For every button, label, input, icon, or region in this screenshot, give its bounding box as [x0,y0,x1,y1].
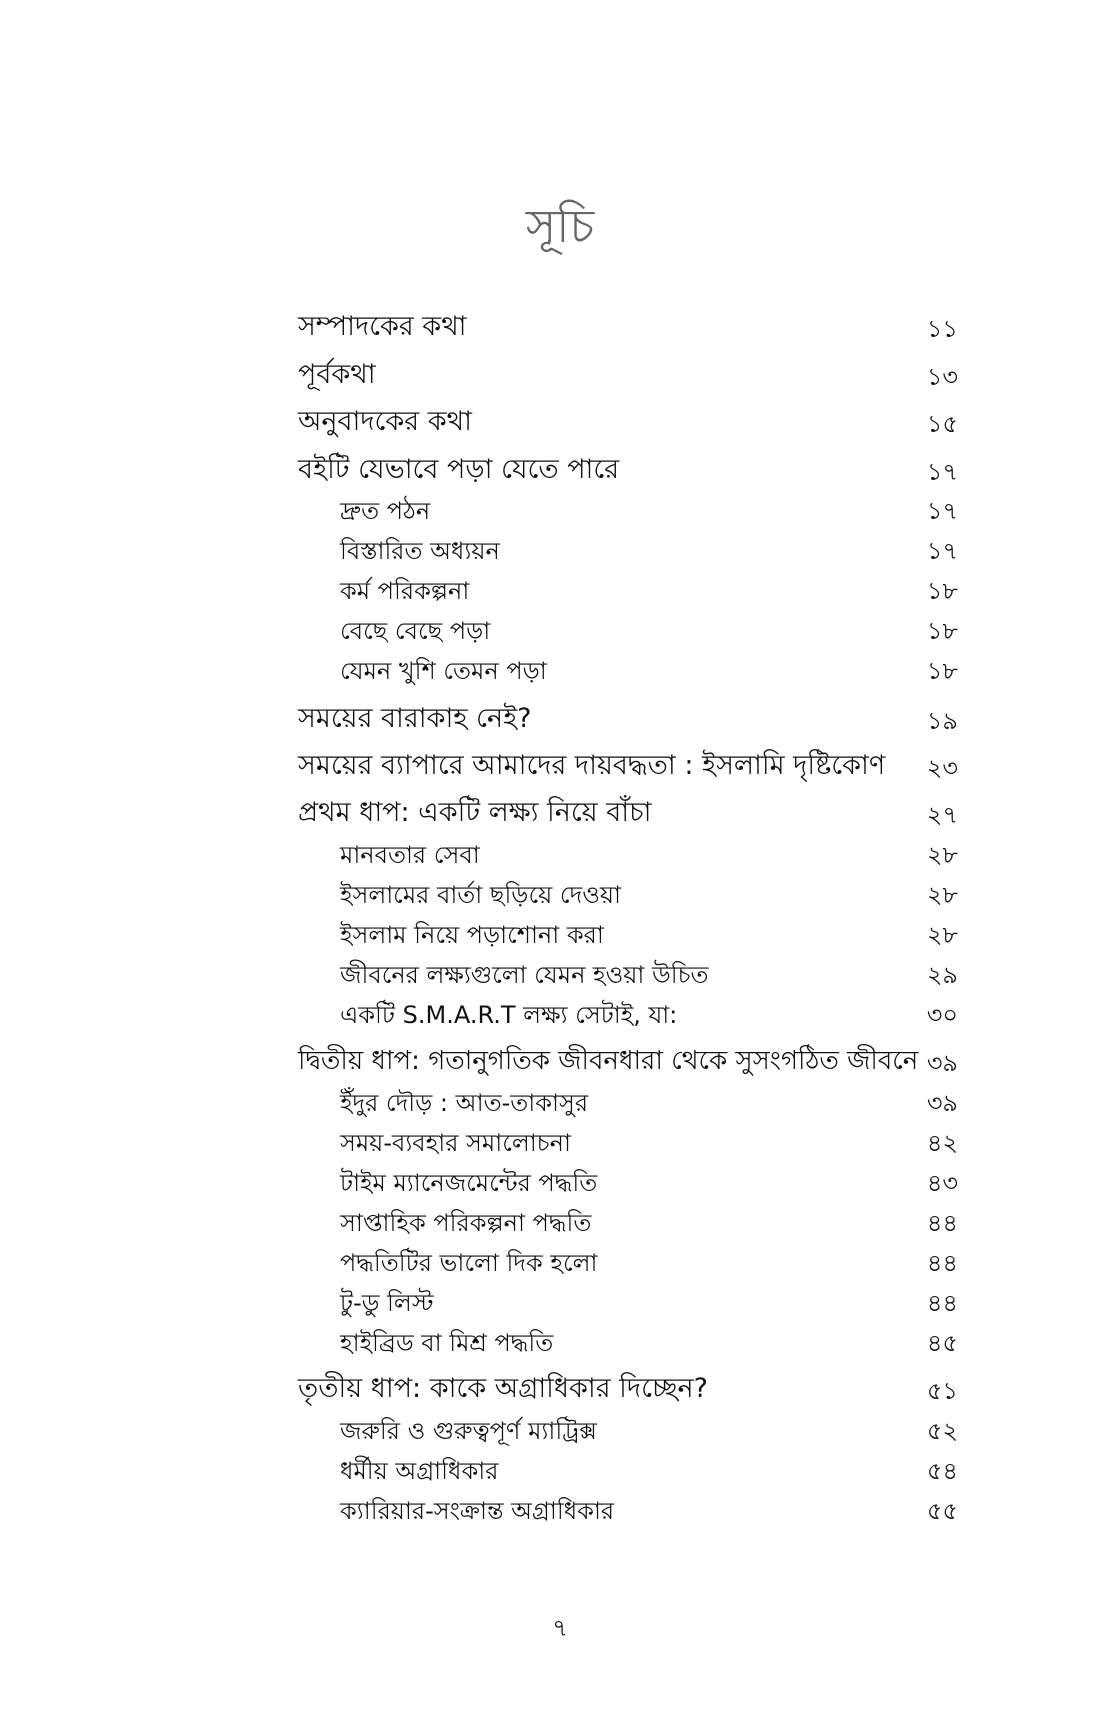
toc-entry-title: ইসলাম নিয়ে পড়াশোনা করা [340,921,604,949]
toc-entry-title: বইটি যেভাবে পড়া যেতে পারে [298,454,620,485]
toc-entry [298,358,958,392]
toc-entry-page-number: ৪২ [926,1129,958,1157]
toc-entry-page-number: ১৩ [926,363,958,391]
toc-entry-page-number: ১৮ [926,657,958,685]
toc-subentry [298,840,958,870]
toc-entry-title: জরুরি ও গুরুত্বপূর্ণ ম্যাট্রিক্স [340,1417,597,1445]
toc-entry-title: পদ্ধতিটির ভালো দিক হলো [340,1249,598,1277]
toc-subentry [298,616,958,646]
footer-page-number: ৭ [552,1614,568,1642]
toc-subentry [298,1496,958,1526]
toc-entry-title: সময়ের ব্যাপারে আমাদের দায়বদ্ধতা : ইসলামি দৃষ্টিকোণ [298,750,886,781]
toc-entry [298,405,958,439]
toc-entry-title: অনুবাদকের কথা [298,406,472,437]
toc-entry-title: মানবতার সেবা [340,841,480,869]
toc-subentry [298,576,958,606]
toc-entry-page-number: ৩০ [926,1001,958,1029]
toc-subentry [298,1288,958,1318]
toc-entry-page-number: ১৯ [926,707,958,735]
toc-entry-page-number: ১৭ [926,537,958,565]
toc-entry-title: সময়ের বারাকাহ নেই? [298,703,532,734]
toc-entry-page-number: ৫৫ [926,1497,958,1525]
toc-entry-page-number: ১৭ [926,497,958,525]
toc-subentry [298,1088,958,1118]
toc-entry-title: সম্পাদকের কথা [298,311,467,342]
toc-entry-title: একটি S.M.A.R.T লক্ষ্য সেটাই, যা: [340,1001,678,1029]
toc-entry-title: দ্রুত পঠন [340,497,431,525]
toc-subentry [298,1416,958,1446]
toc-subentry [298,1328,958,1358]
toc-entry-title: টু-ডু লিস্ট [340,1289,434,1317]
toc-entry-title: প্রথম ধাপ: একটি লক্ষ্য নিয়ে বাঁচা [298,797,652,828]
toc-entry-page-number: ২৭ [926,801,958,829]
toc-entry [298,1372,958,1406]
toc-subentry [298,1000,958,1030]
page-title: সূচি [525,199,595,253]
toc-subentry [298,960,958,990]
toc-entry-page-number: ৪৪ [926,1209,958,1237]
toc-entry-page-number: ৪৩ [926,1169,958,1197]
toc-subentry [298,880,958,910]
table-of-contents [298,0,958,1720]
toc-entry-title: বিস্তারিত অধ্যয়ন [340,537,500,565]
toc-entry-page-number: ১৮ [926,577,958,605]
toc-subentry [298,1248,958,1278]
toc-entry-title: জীবনের লক্ষ্যগুলো যেমন হওয়া উচিত [340,961,709,989]
toc-entry-title: ধর্মীয় অগ্রাধিকার [340,1457,499,1485]
toc-entry-title: বেছে বেছে পড়া [340,617,491,645]
toc-entry-title: দ্বিতীয় ধাপ: গতানুগতিক জীবনধারা থেকে সুসংগঠিত জীবনে [298,1046,919,1076]
toc-entry-page-number: ৫২ [926,1417,958,1445]
toc-entry-page-number: ২৮ [926,881,958,909]
toc-entry-page-number: ৪৫ [926,1329,958,1357]
toc-entry-page-number: ৩৯ [926,1049,958,1077]
toc-entry-title: টাইম ম্যানেজমেন্টের পদ্ধতি [340,1169,598,1197]
toc-entry-page-number: ৪৪ [926,1289,958,1317]
toc-entry-page-number: ১১ [926,315,958,343]
toc-entry-title: যেমন খুশি তেমন পড়া [340,657,547,685]
toc-entry-page-number: ৩৯ [926,1089,958,1117]
toc-entry-page-number: ২৯ [926,961,958,989]
toc-entry-title: সাপ্তাহিক পরিকল্পনা পদ্ধতি [340,1209,592,1237]
toc-entry [298,702,958,736]
toc-entry-page-number: ২৮ [926,921,958,949]
toc-subentry [298,536,958,566]
toc-subentry [298,656,958,686]
toc-entry-page-number: ১৮ [926,617,958,645]
toc-entry [298,1044,958,1078]
toc-entry [298,453,958,487]
toc-entry-title: সময়-ব্যবহার সমালোচনা [340,1129,571,1157]
toc-entry-page-number: ৫১ [926,1377,958,1405]
toc-entry-page-number: ৫৪ [926,1457,958,1485]
toc-subentry [298,1208,958,1238]
toc-entry-title: পূর্বকথা [298,359,376,390]
toc-entry-title: ক্যারিয়ার-সংক্রান্ত অগ্রাধিকার [340,1497,615,1525]
toc-subentry [298,496,958,526]
toc-entry [298,310,958,344]
toc-subentry [298,1128,958,1158]
toc-entry-page-number: ১৫ [926,410,958,438]
toc-entry-page-number: ১৭ [926,458,958,486]
toc-subentry [298,1456,958,1486]
toc-entry-title: হাইব্রিড বা মিশ্র পদ্ধতি [340,1329,554,1357]
toc-entry [298,796,958,830]
toc-entry-title: কর্ম পরিকল্পনা [340,577,470,605]
toc-entry-page-number: ২৮ [926,841,958,869]
toc-subentry [298,920,958,950]
toc-entry-page-number: ২৩ [926,754,958,782]
toc-subentry [298,1168,958,1198]
toc-entry-title: তৃতীয় ধাপ: কাকে অগ্রাধিকার দিচ্ছেন? [298,1373,708,1404]
toc-entry-page-number: ৪৪ [926,1249,958,1277]
toc-entry-title: ইঁদুর দৌড় : আত-তাকাসুর [340,1089,589,1117]
toc-entry [298,749,958,783]
toc-entry-title: ইসলামের বার্তা ছড়িয়ে দেওয়া [340,881,621,909]
